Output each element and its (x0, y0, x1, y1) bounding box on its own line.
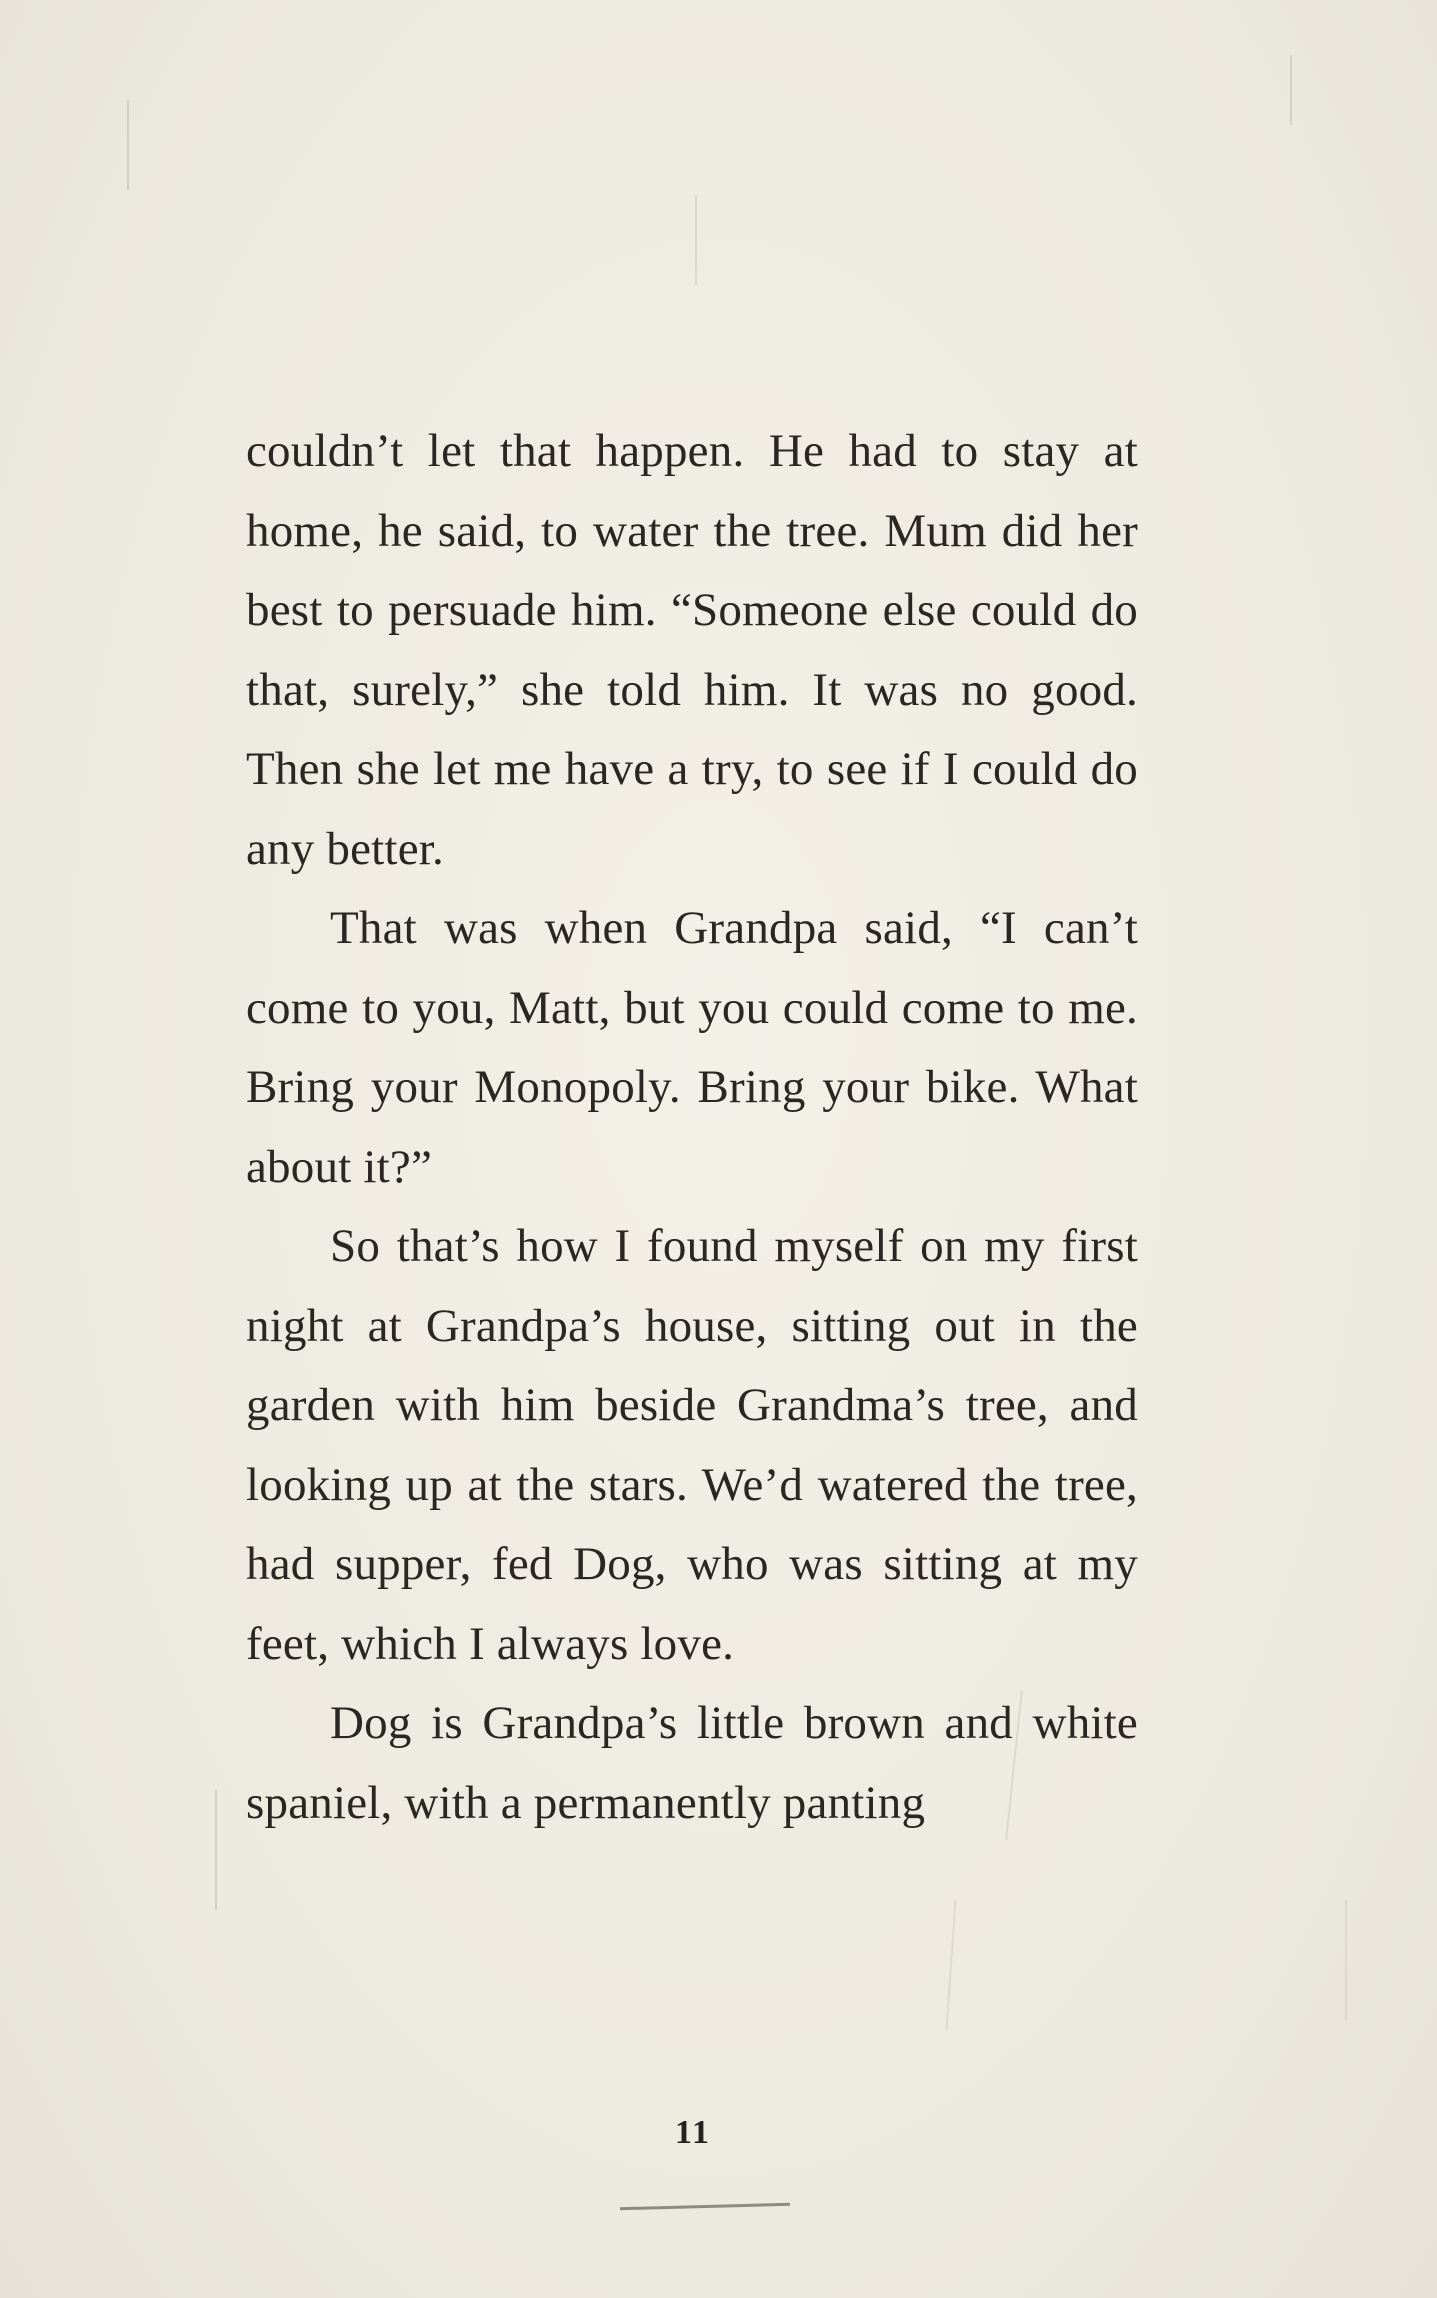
body-text (246, 412, 1138, 1843)
paragraph: couldn’t let that happen. He had to stay at home, he said, to water the tree. Mum did her best to persuade him. “Someone else could do that, surely,” she told him. It was no good. Then she let me have a try, to see if I could do any better. (246, 425, 1138, 875)
paragraph: So that’s how I found myself on my first night at Grandpa’s house, sitting out in the garden with him beside Grandma’s tree, and looking up at the stars. We’d watered the tree, had supper, fed Dog, who was sitting at my feet, which I always love. (246, 1220, 1138, 1670)
scan-mark (1345, 1900, 1347, 2020)
page-number: 11 (674, 2114, 712, 2151)
scan-mark (620, 2203, 790, 2210)
paragraph: That was when Grandpa said, “I can’t come to you, Matt, but you could come to me. Bring your Monopoly. Bring your bike. What about it?” (246, 902, 1138, 1193)
scan-mark (1290, 55, 1292, 125)
paragraph: Dog is Grandpa’s little brown and white spaniel, with a permanently panting (246, 1697, 1138, 1829)
scan-mark (215, 1790, 217, 1910)
scan-mark (127, 100, 129, 190)
scan-mark (945, 1900, 956, 2030)
scan-mark (695, 195, 697, 285)
